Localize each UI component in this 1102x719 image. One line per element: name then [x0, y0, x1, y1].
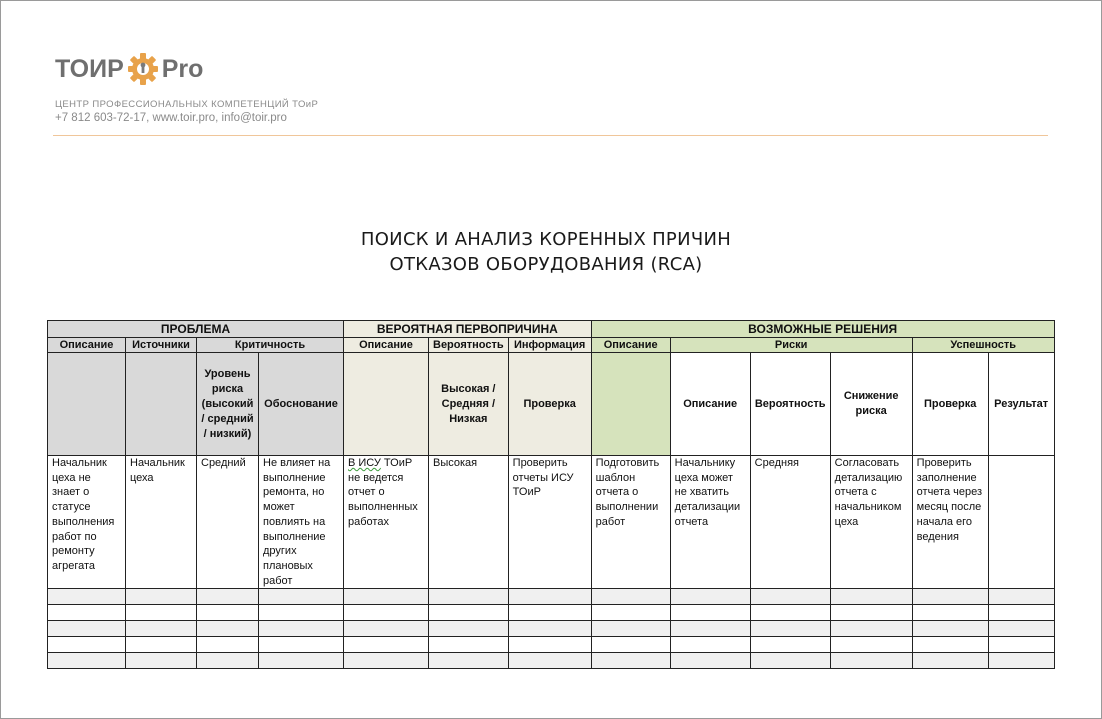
cell-risk-reduction[interactable]: Согласовать детализацию отчета с начальником цеха: [830, 456, 912, 589]
empty-cell[interactable]: [259, 605, 344, 621]
cell-probability[interactable]: Высокая: [429, 456, 509, 589]
empty-cell[interactable]: [591, 589, 670, 605]
empty-cell[interactable]: [508, 653, 591, 669]
empty-cell[interactable]: [429, 637, 509, 653]
detail-empty-cell: [591, 353, 670, 456]
empty-cell[interactable]: [344, 621, 429, 637]
empty-cell[interactable]: [750, 589, 830, 605]
empty-cell[interactable]: [429, 589, 509, 605]
col-risk-description: Описание: [670, 353, 750, 456]
empty-row: [48, 605, 1055, 621]
empty-cell[interactable]: [670, 637, 750, 653]
empty-cell[interactable]: [429, 621, 509, 637]
empty-cell[interactable]: [344, 605, 429, 621]
rca-table: [47, 320, 1055, 669]
empty-row: [48, 637, 1055, 653]
empty-cell[interactable]: [126, 621, 197, 637]
cell-solution-description[interactable]: Подготовить шаблон отчета о выполнении работ: [591, 456, 670, 589]
empty-cell[interactable]: [912, 589, 988, 605]
col-information: Информация: [508, 338, 591, 353]
empty-cell[interactable]: [126, 653, 197, 669]
group-solutions: ВОЗМОЖНЫЕ РЕШЕНИЯ: [591, 321, 1054, 338]
empty-cell[interactable]: [830, 653, 912, 669]
empty-cell[interactable]: [750, 605, 830, 621]
empty-cell[interactable]: [126, 605, 197, 621]
empty-cell[interactable]: [750, 621, 830, 637]
empty-cell[interactable]: [259, 621, 344, 637]
empty-cell[interactable]: [988, 653, 1054, 669]
company-contacts: +7 812 603-72-17, www.toir.pro, info@toir.pro: [55, 112, 287, 124]
empty-cell[interactable]: [48, 589, 126, 605]
group-problem: ПРОБЛЕМА: [48, 321, 344, 338]
header-divider: [53, 135, 1048, 136]
title-line-1: ПОИСК И АНАЛИЗ КОРЕННЫХ ПРИЧИН: [360, 229, 732, 250]
empty-cell[interactable]: [344, 589, 429, 605]
empty-cell[interactable]: [126, 637, 197, 653]
empty-cell[interactable]: [988, 605, 1054, 621]
empty-cell[interactable]: [830, 637, 912, 653]
detail-empty-cell: [48, 353, 126, 456]
col-risk-probability: Вероятность: [750, 353, 830, 456]
empty-cell[interactable]: [591, 605, 670, 621]
empty-row: [48, 589, 1055, 605]
empty-cell[interactable]: [988, 589, 1054, 605]
cell-risk-level[interactable]: Средний: [197, 456, 259, 589]
cell-information[interactable]: Проверить отчеты ИСУ ТОиР: [508, 456, 591, 589]
empty-cell[interactable]: [912, 621, 988, 637]
col-risks: Риски: [670, 338, 912, 353]
empty-cell[interactable]: [670, 653, 750, 669]
document-title: [1, 227, 1091, 277]
gear-icon: [126, 51, 160, 87]
empty-cell[interactable]: [591, 653, 670, 669]
empty-cell[interactable]: [508, 605, 591, 621]
cell-justification[interactable]: Не влияет на выполнение ремонта, но может повлиять на выполнение других плановых работ: [259, 456, 344, 589]
empty-cell[interactable]: [259, 589, 344, 605]
cell-risk-description[interactable]: Начальнику цеха может не хватить детализации отчета: [670, 456, 750, 589]
col-result: Результат: [988, 353, 1054, 456]
empty-cell[interactable]: [197, 621, 259, 637]
empty-cell[interactable]: [344, 653, 429, 669]
col-probability-scale: Высокая / Средняя / Низкая: [429, 353, 509, 456]
empty-cell[interactable]: [48, 653, 126, 669]
empty-cell[interactable]: [988, 621, 1054, 637]
col-problem-description: Описание: [48, 338, 126, 353]
cell-success-check[interactable]: Проверить заполнение отчета через месяц после начала его ведения: [912, 456, 988, 589]
empty-cell[interactable]: [912, 605, 988, 621]
empty-cell[interactable]: [344, 637, 429, 653]
empty-cell[interactable]: [259, 653, 344, 669]
title-line-2: ОТКАЗОВ ОБОРУДОВАНИЯ (RCA): [389, 254, 703, 275]
empty-cell[interactable]: [591, 621, 670, 637]
empty-cell[interactable]: [429, 653, 509, 669]
cell-problem-description[interactable]: Начальник цеха не знает о статусе выполнения работ по ремонту агрегата: [48, 456, 126, 589]
empty-cell[interactable]: [912, 637, 988, 653]
group-cause: ВЕРОЯТНАЯ ПЕРВОПРИЧИНА: [344, 321, 592, 338]
cell-result[interactable]: [988, 456, 1054, 589]
empty-cell[interactable]: [508, 589, 591, 605]
col-risk-reduction: Снижение риска: [830, 353, 912, 456]
empty-cell[interactable]: [670, 621, 750, 637]
logo-text-left: ТОИР: [55, 54, 124, 83]
empty-cell[interactable]: [508, 637, 591, 653]
empty-cell[interactable]: [750, 637, 830, 653]
col-solution-description: Описание: [591, 338, 670, 353]
empty-row: [48, 653, 1055, 669]
empty-cell[interactable]: [912, 653, 988, 669]
empty-cell[interactable]: [670, 589, 750, 605]
empty-cell[interactable]: [750, 653, 830, 669]
empty-cell[interactable]: [197, 637, 259, 653]
col-probability: Вероятность: [429, 338, 509, 353]
empty-row: [48, 621, 1055, 637]
empty-cell[interactable]: [259, 637, 344, 653]
empty-cell[interactable]: [830, 621, 912, 637]
cell-cause-description[interactable]: [344, 456, 429, 589]
empty-cell[interactable]: [591, 637, 670, 653]
empty-cell[interactable]: [48, 621, 126, 637]
detail-empty-cell: [344, 353, 429, 456]
col-check: Проверка: [508, 353, 591, 456]
empty-cell[interactable]: [197, 653, 259, 669]
empty-cell[interactable]: [197, 605, 259, 621]
empty-cell[interactable]: [48, 605, 126, 621]
cell-risk-probability[interactable]: Средняя: [750, 456, 830, 589]
empty-cell[interactable]: [508, 621, 591, 637]
empty-cell[interactable]: [830, 589, 912, 605]
toir-pro-logo: [55, 51, 203, 87]
col-cause-description: Описание: [344, 338, 429, 353]
col-criticality: Критичность: [197, 338, 344, 353]
company-name: ЦЕНТР ПРОФЕССИОНАЛЬНЫХ КОМПЕТЕНЦИЙ ТОиР: [55, 99, 319, 110]
cell-sources[interactable]: Начальник цеха: [126, 456, 197, 589]
cause-description-text: ТОиР не ведется отчет о выполненных работах: [348, 457, 418, 528]
subheader-row: [48, 338, 1055, 353]
empty-cell[interactable]: [126, 589, 197, 605]
col-success-check: Проверка: [912, 353, 988, 456]
empty-cell[interactable]: [830, 605, 912, 621]
detail-empty-cell: [126, 353, 197, 456]
empty-cell[interactable]: [48, 637, 126, 653]
col-risk-level: Уровень риска (высокий / средний / низкий): [197, 353, 259, 456]
logo-text-right: Pro: [161, 54, 204, 83]
spellcheck-underline: В ИСУ: [348, 457, 381, 469]
table-row: [48, 456, 1055, 589]
detail-header-row: [48, 353, 1055, 456]
col-sources: Источники: [126, 338, 197, 353]
col-success: Успешность: [912, 338, 1054, 353]
empty-cell[interactable]: [429, 605, 509, 621]
empty-cell[interactable]: [988, 637, 1054, 653]
col-justification: Обоснование: [259, 353, 344, 456]
group-header-row: [48, 321, 1055, 338]
empty-cell[interactable]: [197, 589, 259, 605]
empty-cell[interactable]: [670, 605, 750, 621]
